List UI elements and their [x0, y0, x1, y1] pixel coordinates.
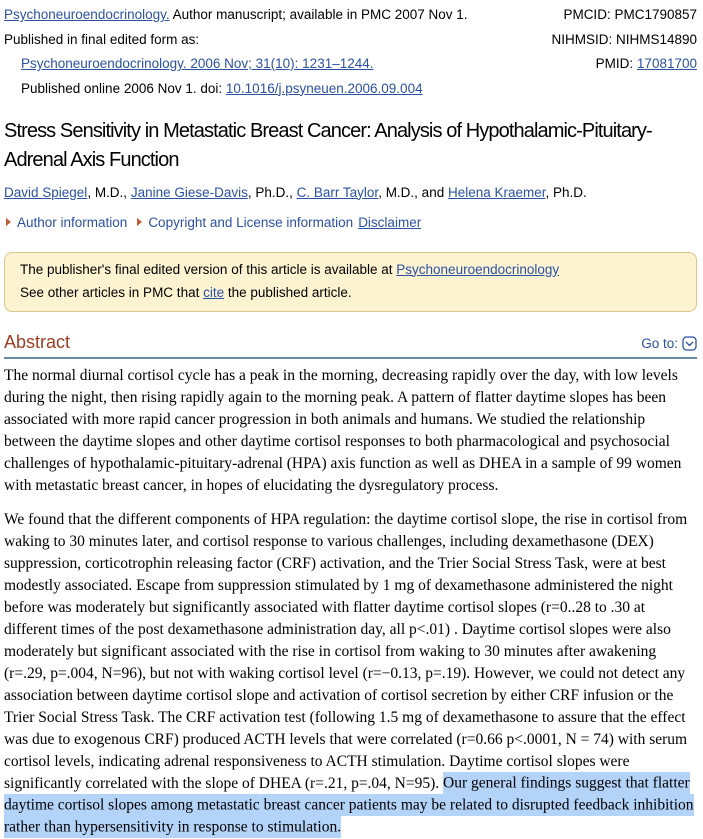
cited-articles-text: See other articles in PMC that	[20, 284, 204, 300]
abstract-paragraph-1: The normal diurnal cortisol cycle has a peak in the morning, decreasing rapidly over the day, with low levels during the night, then rising rapidly again to the morning peak. A pattern of flatter daytime slopes has been associated with more rapid cancer progression in both animals and humans. We studied the relationship between the daytime slopes and other daytime cortisol responses to both pharmacological and psychosocial challenges of hypothalamic-pituitary-adrenal (HPA) axis function as well as DHEA in a sample of 99 women with metastatic breast cancer, in hopes of elucidating the dysregulatory process.	[4, 366, 682, 494]
published-online-line	[4, 81, 423, 96]
author-link-c-barr-taylor[interactable]: C. Barr Taylor	[296, 184, 379, 200]
pmid-line	[596, 56, 697, 71]
article-source-header	[4, 7, 697, 96]
author-degree: , M.D.,	[87, 184, 131, 200]
published-in-label: Published in final edited form as:	[4, 31, 200, 47]
abstract-heading: Abstract	[4, 331, 71, 352]
pmcid: PMCID: PMC1790857	[563, 7, 697, 22]
author-degree: , Ph.D.	[545, 184, 587, 200]
article-title: Stress Sensitivity in Metastatic Breast Cancer: Analysis of Hypothalamic-Pituitary-Adrenal Axis Function	[4, 119, 652, 171]
manuscript-line	[4, 7, 468, 22]
citation-line	[4, 56, 374, 71]
selected-text-highlight: Our general findings suggest that flatter daytime cortisol slopes among metastatic breast cancer patients may be related to disrupted feedback inhibition rather than hypersensitivity in response to stimulation.	[4, 772, 694, 838]
nihmsid: NIHMSID: NIHMS14890	[551, 31, 697, 47]
citation-link[interactable]: Psychoneuroendocrinology. 2006 Nov; 31(10): 1231–1244.	[21, 56, 374, 71]
author-degree: , Ph.D.,	[247, 184, 297, 200]
author-list	[4, 184, 697, 201]
publisher-version-box	[4, 252, 697, 312]
journal-link[interactable]: Psychoneuroendocrinology.	[4, 7, 170, 22]
publisher-version-text: The publisher's final edited version of this article is available at	[20, 261, 397, 277]
article-meta-links	[4, 215, 697, 230]
cited-articles-line	[20, 281, 681, 304]
published-online-label: Published online 2006 Nov 1. doi:	[21, 80, 226, 96]
author-link-helena-kraemer[interactable]: Helena Kraemer	[447, 184, 546, 200]
disclosure-triangle-icon[interactable]	[137, 218, 142, 226]
publisher-journal-link[interactable]: Psychoneuroendocrinology	[396, 261, 560, 277]
abstract-paragraph-2	[4, 509, 696, 839]
doi-link[interactable]: 10.1016/j.psyneuen.2006.09.004	[225, 80, 423, 96]
abstract-paragraph-2-text: We found that the different components of HPA regulation: the daytime cortisol slope, the rise in cortisol from waking to 30 minutes later, and cortisol response to various challenges, including dexamethasone (DEX) suppression, corticotrophin releasing factor (CRF) activation, and the Trier Social Stress Task, were at best modestly associated. Escape from suppression stimulated by 1 mg of dexamethasone administered the night before was moderately but significantly associated with flatter daytime cortisol slopes (r=0..28 to .30 at different times of the post dexamethasone administration day, all p<.01) . Daytime cortisol slopes were also moderately but significant associated with the rise in cortisol from waking to 30 minutes after awakening (r=.29, p=.004, N=96), but not with waking cortisol level (r=−0.13, p=.19). However, we could not detect any association between daytime cortisol slope and activation of cortisol secretion by either CRF infusion or the Trier Social Stress Task. The CRF activation test (following 1.5 mg of dexamethasone to assure that the effect was due to exogenous CRF) produced ACTH levels that were correlated (r=0.66 p<.0001, N = 74) with serum cortisol levels, indicating adrenal responsiveness to ACTH stimulation. Daytime cortisol slopes were significantly correlated with the slope of DHEA (r=.21, p=.04, N=95).	[4, 510, 688, 792]
manuscript-note: Author manuscript; available in PMC 2007 Nov 1.	[169, 7, 468, 22]
pmid-link[interactable]: 17081700	[636, 56, 697, 71]
goto-control[interactable]	[641, 336, 697, 352]
pmid-label: PMID:	[595, 56, 637, 71]
cited-articles-suffix: the published article.	[224, 284, 352, 300]
disclosure-triangle-icon[interactable]	[6, 218, 11, 226]
author-link-janine-giese-davis[interactable]: Janine Giese-Davis	[130, 184, 248, 200]
disclaimer-link[interactable]: Disclaimer	[358, 214, 422, 230]
abstract-section-header	[4, 332, 697, 359]
chevron-down-box-icon[interactable]	[682, 336, 697, 354]
cite-link[interactable]: cite	[203, 284, 225, 300]
author-link-david-spiegel[interactable]: David Spiegel	[4, 184, 88, 200]
goto-link[interactable]: Go to:	[641, 336, 678, 351]
author-information-link[interactable]: Author information	[17, 214, 128, 230]
abstract-text	[4, 365, 697, 839]
copyright-license-link[interactable]: Copyright and License information	[148, 214, 354, 230]
publisher-version-line	[20, 258, 681, 281]
author-degree: , M.D., and	[378, 184, 448, 200]
